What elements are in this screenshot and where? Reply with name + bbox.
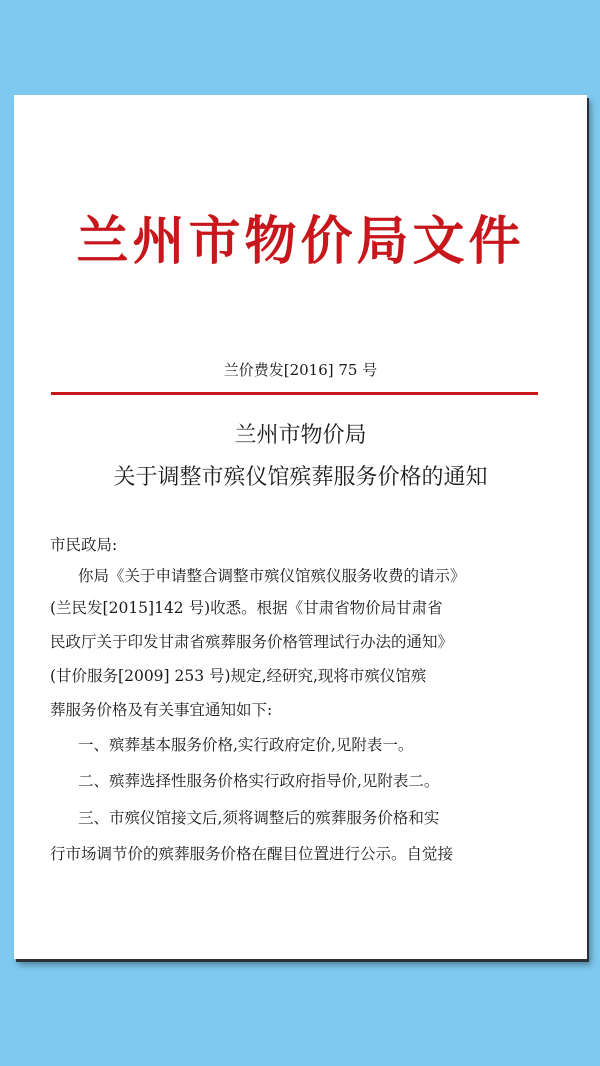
body-line: 葬服务价格及有关事宜通知如下: <box>50 701 273 719</box>
document-page <box>14 95 587 959</box>
notice-subject: 关于调整市殡仪馆殡葬服务价格的通知 <box>113 465 488 490</box>
body-line: (甘价服务[2009] 253 号)规定,经研究,现将市殡仪馆殡 <box>50 667 427 685</box>
body-line: 行市场调节价的殡葬服务价格在醒目位置进行公示。自觉接 <box>50 845 454 863</box>
body-line: 你局《关于申请整合调整市殡仪馆殡仪服务收费的请示》 <box>78 567 466 585</box>
notice-issuer: 兰州市物价局 <box>234 423 367 448</box>
body-line: 三、市殡仪馆接文后,须将调整后的殡葬服务价格和实 <box>78 809 440 827</box>
document-number: 兰价费发[2016] 75 号 <box>223 361 378 379</box>
body-line: 一、殡葬基本服务价格,实行政府定价,见附表一。 <box>78 736 414 754</box>
salutation: 市民政局: <box>50 536 118 554</box>
body-line: 民政厅关于印发甘肃省殡葬服务价格管理试行办法的通知》 <box>50 633 454 651</box>
header-divider <box>51 392 538 395</box>
document-header-title: 兰州市物价局文件 <box>76 211 525 272</box>
body-line: (兰民发[2015]142 号)收悉。根据《甘肃省物价局甘肃省 <box>50 599 443 617</box>
body-line: 二、殡葬选择性服务价格实行政府指导价,见附表二。 <box>78 772 440 790</box>
